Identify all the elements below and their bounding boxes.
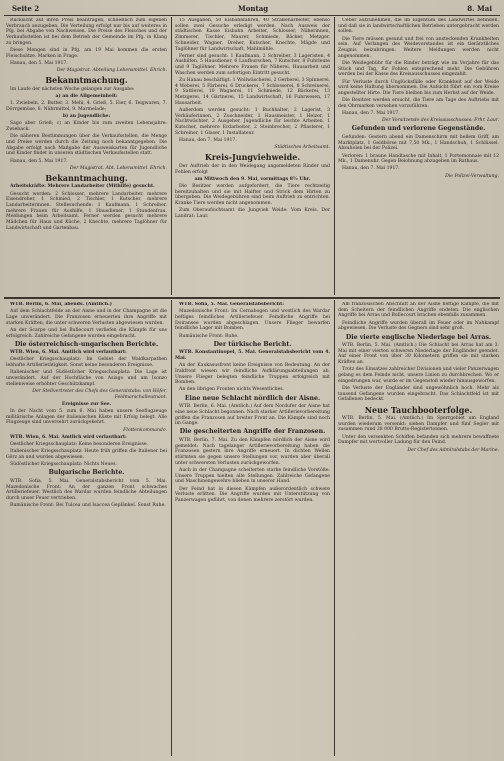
paragraph: Südöstlicher Kriegsschauplatz: Nichts Neues. — [10, 462, 117, 468]
paragraph: Rumänische Front: Ruhe. — [179, 333, 239, 339]
dateline: WTB. Konstantinopel, 5. Mai. Generalstabsbericht vom 4. Mai. — [175, 350, 330, 361]
paragraph: Gesucht werden: 2 Schlosser, mehrere Landarbeiter, mehrere Eisendreher, 1 Schmied, 2 Tischler, 1 Kutscher, mehrere Landarbeiterinnen. Stellesuchende: 1 Kaufmann, 1 Schreiber, mehrere Frauen für Aushilfe, 1 Hausdiener, 1 Stundenfrau. Meldungen beim Arbeitsamt. Ferner werden gesucht mehrere Mädchen für Haus und Küche, 2 Knechte, mehrere Taglöhner für Landwirtschaft und Gartenbau. — [6, 191, 167, 231]
dateline: WTB. Sofia, 5. Mai. Generalstabsbericht: — [179, 302, 284, 307]
paragraph: An der Kaukasusfront keine Ereignisse von Bedeutung. An der Irakfront wiesen wir feindliche Aufklärungsabteilungen ab. Unsere Flieger belegten feindliche Truppen erfolgreich mit Bomben. — [175, 363, 330, 386]
paragraph: Die Tiere müssen gesund und frei von ansteckenden Krankheiten sein. Auf Verlangen des Weidevorstandes ist ein tierärztliches Zeugnis beizubringen. Weitere Meldungen werden nicht angenommen. — [338, 36, 499, 59]
section-heading: Neue Tauchbooterfolge. — [364, 404, 473, 415]
column-rule — [171, 17, 172, 295]
paragraph: Die Verluste der Engländer sind ungewöhnlich hoch. Mehr als tausend Gefangene wurden eingebracht. Das Schlachtfeld ist mit Gefallenen bedeckt. — [338, 385, 499, 403]
section-heading: Bekanntmachung. — [45, 172, 128, 183]
notice-date: Hanau, den 5. Mai 1917. — [10, 158, 68, 164]
page-header — [6, 3, 498, 15]
section-heading: Die gescheiterten Angriffe der Franzosen. — [179, 428, 326, 436]
dateline: WTB. Wien, 6. Mai. Amtlich wird verlautbart: — [10, 350, 127, 356]
paragraph: Rumänische Front: Bei Tulcea und Isaccea Geplänkel. Sonst Ruhe. — [10, 503, 166, 509]
column-rule — [334, 17, 335, 295]
page-number: Seite 2 — [12, 4, 40, 13]
column-rule — [334, 300, 335, 756]
paragraph: Feindliche Angriffe wurden überall im Feuer oder im Nahkampf abgewiesen. Die Verluste des Gegners sind sehr groß. — [338, 320, 499, 332]
paragraph: WTB. Berlin, 7. Mai. Zu den Kämpfen nördlich der Aisne wird gemeldet: Nach tagelanger Artillerievorbereitung haben die Franzosen gestern ihre Angriffe erneuert. In dichten Wellen stürmten sie gegen unsere Stellungen vor, wurden aber überall unter schwersten Verlusten zurückgeworfen. — [175, 437, 330, 466]
dateline: WTB. Wien, 6. Mai. Amtlich wird verlautbart: — [10, 434, 127, 440]
paragraph: Der Feind hat in diesen Kämpfen außerordentlich schwere Verluste erlitten. Die Angriffe wurden mit Unterstützung von Panzerwagen geführt, von denen mehrere zerstört wurden. — [175, 486, 330, 503]
subheading: Ereignisse zur See. — [61, 401, 112, 407]
paragraph: Arbeitskräfte: Mehrere Landarbeiter (Mithilfe) gesucht. — [10, 184, 155, 190]
paragraph: Die Weidegebühr für die Rinder beträgt wie im Vorjahre für das Stück und Tag, für Fohlen entsprechend mehr. Die Gebühren werden bei der Kasse des Kreisausschusses eingezahlt. — [338, 60, 499, 78]
paragraph: An den übrigen Fronten nichts Wesentliches. — [179, 387, 285, 393]
section-heading: Bekanntmachung. — [45, 75, 128, 86]
notice-paragraph: Diese Mengen sind in Pfg. am 19 Mai kommen die ersten Fleischsätze. Marken in Frage. — [6, 48, 167, 59]
column-1-top — [6, 18, 167, 296]
column-1-bottom — [6, 302, 167, 756]
subheading: b) an Jugendliche: — [62, 114, 111, 120]
paragraph: Sago aber Grieß; c) an Kinder bis zum zweiten Lebensjahre: Zwieback. — [6, 121, 167, 133]
notice-signature: Der Vorsitzende des Kreisausschusses: Frhr. Laur. — [381, 118, 499, 124]
paragraph: Die Besitzer werden ersucht, die Tiere am Tage des Auftriebs mit den Ohrmarken versehen vorzuführen. — [338, 98, 499, 109]
notice-paragraph: Rücksicht auf ihren Preis beantragen, schließlich zum eigenen Verbrauch anzugeben. Die Verteilung erfolgt nur bis auf weiteres in Pfg. bei Abgabe von Nachweisen. Die Preise des Fleisches und der Verkaufsstellen ist bei dem Betrieb der Gemeinde im Pfg. in Klang zu bringen. — [6, 18, 167, 46]
paragraph: Der Auftrieb der in den Weidegang angemeldeten Rinder und Fohlen erfolgt — [175, 163, 330, 175]
paragraph: 15 Ausgaben, 50 Eisbahnfähren, 40 Straßenarbeiter, ebenso sollen zwei Gesuche erledigt werden. Nach Ausweis der städtischen Kasse Eisbahn Arbeiter, Schlosser, Näherinnen, Zimmerer, Tischler, Maurer, Schmiede, Bäcker, Metzger, Schneider, Wagner, Dreher, Kutscher, Knechte, Mägde und Taglöhner für Landwirtschaft, Mahlmühle. — [175, 18, 330, 52]
date-highlight: am Mittwoch den 9. Mai, vormittags 8½ Uhr. — [194, 176, 311, 182]
paragraph: An der Scarpe und bei Bullecourt verliefen die Kämpfe für uns erfolgreich. Zahlreiche Gefangene wurden eingebracht. — [6, 327, 167, 339]
paragraph: Auf dem Schlachtfelde an der Aisne und in der Champagne ist die Lage unverändert. Die Franzosen erneuerten ihre Angriffe mit starken Kräften, die unter schweren Verlusten abgewiesen wurden. — [6, 309, 167, 326]
paragraph: Oestlicher Kriegsschauplatz: Keine besonderen Ereignisse. — [10, 442, 149, 448]
paragraph: Verloren: 1 braune Handtasche mit Inhalt, 1 Portemonnaie mit 12 Mk., 1 Damenuhr. Gegen Belohnung abzugeben im Rathaus. — [338, 153, 499, 165]
notice-date: Hanau, den 7. Mai 1917. — [342, 111, 400, 117]
paragraph: Am französischen Abschnitt an der Aisne heftige Kämpfe, die mit dem Scheitern der feindlichen Angriffe endeten. Die englischen Angriffe bei Arras und Bullecourt brachen ebenfalls zusammen. — [338, 302, 499, 319]
notice-signature: Der Magistrat. Abteilung Lebensmittel. Ehrich. — [56, 68, 167, 74]
notice-date: Hanau, den 5. Mai 1917. — [10, 60, 68, 66]
section-heading: Eine neue Schlacht nördlich der Aisne. — [184, 394, 321, 402]
signature: Flottenkommando. — [123, 427, 167, 433]
paragraph: Auch in der Champagne scheiterten starke feindliche Vorstöße. Unsere Truppen hielten alle Stellungen. Zahlreiche Gefangene und Maschinengewehre blieben in unserer Hand. — [175, 467, 330, 485]
weekday: Montag — [238, 4, 269, 13]
paragraph: Im Laufe der nächsten Woche gelangen zur Ausgabe: — [10, 86, 135, 92]
item-list: 1. Zwiebeln, 2. Butter, 3. Mehl, 4. Grieß, 5. Eier, 6. Teigwaren, 7. Dörrgemüse, 8. Nährmittel, 9. Marmelade; — [6, 101, 167, 112]
notice-date: Hanau, den 7. Mai 1917. — [179, 138, 237, 144]
section-heading: Kreis-Jungviehweide. — [204, 152, 301, 163]
section-rule — [4, 297, 500, 299]
paragraph: Gefunden: Gestern abend ein Damenschirm mit hellem Griff, am Marktplatz, 1 Geldbörse mit 7,50 Mk., 1 Handschuh, 1 Schlüssel. Abzuholen bei der Polizei. — [338, 134, 499, 152]
paragraph: In der Nacht vom 5. zum 6. Mai haben unsere Seeflugzeuge militärische Anlagen der italienischen Küste mit Erfolg belegt. Alle Flugzeuge sind unversehrt zurückgekehrt. — [6, 409, 167, 426]
signature: Der Chef des Admiralstabs der Marine. — [407, 447, 499, 453]
column-3-bottom — [338, 302, 499, 756]
paragraph: Zum Oberaufsichtsamt die Jungvieh Weide: Vom Kreis. Der Landrat: Laur. — [175, 208, 330, 220]
column-2-top — [175, 18, 330, 296]
page-date: 8. Mai — [467, 4, 492, 13]
paragraph: Außerdem werden gesucht: 1 Buchhalter, 2 Lagerist, 3 Verkäuferinnen, 2 Zuschneider, 1 Hausmeister, 1 Heizer, 1 Nachtwächter, 2 Ausgeher, Jugendliche für leichte Arbeiten, 1 Kutscher, mehrere Erdarbeiter, 2 Steinbrecher, 2 Pflasterer, 1 Schreiner, 1 Glaser, 1 Installateur. — [175, 108, 330, 136]
section-heading: Die vierte englische Niederlage bei Arras. — [345, 333, 492, 341]
paragraph: WTB. Berlin, 5. Mai. (Amtlich.) Die Schlacht bei Arras hat am 3. Mai mit einer vierten schweren Niederlage der Engländer geendet. Auf einer Front von über 30 Kilometern griffen sie mit starken Kräften an. — [338, 343, 499, 366]
section-heading: Bulgarische Berichte. — [48, 469, 125, 477]
paragraph: WTB. Berlin, 6. Mai. (Amtlich.) Auf dem Nordufer der Aisne hat eine neue Schlacht begonnen. Nach starker Artillerievorbereitung griffen die Franzosen auf breiter Front an. Die Kämpfe sind noch im Gange. — [175, 404, 330, 427]
section-heading: Die österreichisch-ungarischen Berichte. — [14, 340, 159, 348]
column-rule — [171, 300, 172, 756]
notice-signature: Städtisches Arbeitsamt. — [274, 145, 330, 151]
paragraph: Trotz des Einsatzes zahlreicher Divisionen und vieler Panzerwagen gelang es dem Feinde nicht, unsere Linien zu durchbrechen. Wo er eingedrungen war, wurde er im Gegenstoß wieder hinausgeworfen. — [338, 367, 499, 384]
paragraph: Oestlicher Kriegsschauplatz: Im Gebiet der Waldkarpathen lebhafte Artillerietätigkeit. Sonst keine besonderen Ereignisse. — [6, 357, 167, 369]
paragraph: Mazedonische Front: Im Cernabogen und westlich des Wardar heftiges feindliches Artilleriefeuer. Feindliche Angriffe bei Doiransee wurden abgeschlagen. Unsere Flieger bewarfen feindliche Lager mit Bomben. — [175, 309, 330, 332]
paragraph: Ferner sind gesucht: 1 Kaufmann, 2 Schreiber, 3 Lageristen, 4 Aushilfen, 5 Hausdiener, 6 Laufburschen, 7 Kutscher, 8 Fuhrleute und 9 Taglöhner. Mehrere Frauen für Näherei, Hausarbeit und Waschen werden zum sofortigen Eintritt gesucht. — [175, 53, 330, 76]
paragraph: Ueber aufzunehmen, die im Eigentum des Landwirtes befinden, und daß sie in landwirtschaftlichen Betrieben untergebracht werden sollen. — [338, 18, 499, 35]
signature: Der Stellvertreter des Chefs des Generalstabs: von Höfer, Feldmarschalleutnant. — [32, 388, 167, 400]
paragraph: Zu Hanau beschäftigt: 1 Wollwäscherei, 2 Gerberei, 3 Spinnerei, 4 Weberei, 5 Färberei, 6 Druckerei, 7 Schlosserei, 8 Schreinerei, 9 Sattlerei, 10 Wagnerei, 11 Schmiede, 12 Bäckerei, 13 Metzgerei, 14 Gärtnerei, 15 Landwirtschaft, 16 Fuhrwesen, 17 Hausarbeit. — [175, 78, 330, 106]
paragraph: WTB. Sofia, 5. Mai. Generalstabsbericht vom 5. Mai. Mazedonische Front: An der ganzen Front schwaches Artilleriefeuer. Westlich des Wardar wurden feindliche Abteilungen durch unser Feuer vertrieben. — [6, 478, 167, 501]
notice-signature: Die Polizei-Verwaltung. — [445, 173, 499, 179]
paragraph: WTB. Berlin, 5. Mai. (Amtlich.) Im Sperrgebiet um England wurden wiederum versenkt: sieben Dampfer und fünf Segler mit zusammen rund 28 000 Brutto-Registertonnen. — [338, 416, 499, 433]
paragraph: Die Besitzer werden aufgefordert, die Tiere rechtzeitig bereitzuhalten und sie mit Halfter und Strick dem Hirten zu übergeben. Die Weidegebühren sind beim Auftrieb zu entrichten. Kranke Tiere werden nicht angenommen. — [175, 184, 330, 207]
column-3-top — [338, 18, 499, 296]
paragraph: Die näheren Bestimmungen über die Verkaufsstellen, die Menge und Preise werden durch die Zeitung noch bekanntgegeben. Die Abgabe erfolgt nach Maßgabe der Ausweiskarten für Jugendliche und Kinder findet in unseren städtischen Verkaufsstellen statt. — [6, 134, 167, 157]
notice-date: Hanau, den 7. Mai 1917. — [342, 166, 400, 172]
dateline: WTB. Berlin, 6. Mai, abends. (Amtlich.) — [10, 302, 112, 307]
paragraph: Italienischer Kriegsschauplatz: Heute früh griffen die Italiener bei Görz an und wurden abgewiesen. — [6, 449, 167, 460]
notice-signature: Der Magistrat. Abt. Lebensmittel. Ehrich. — [69, 165, 167, 171]
header-rule — [4, 15, 500, 16]
column-2-bottom — [175, 302, 330, 756]
paragraph: Italienischer und Südöstlicher Kriegsschauplatz: Die Lage ist unverändert. Auf der Hochfläche von Asiago und am Isonzo stellenweise erhöhter Geschützkampf. — [6, 370, 167, 387]
paragraph: Unter den versenkten Schiffen befanden sich mehrere bewaffnete Dampfer mit wertvoller Ladung für den Feind. — [338, 434, 499, 446]
section-heading: Gefunden und verlorene Gegenstände. — [351, 125, 486, 133]
section-heading: Der türkische Bericht. — [213, 340, 292, 348]
subheading: a) an die Allgemeinheit: — [55, 94, 118, 100]
paragraph: Für Verluste durch Unglücksfälle oder Krankheit auf der Weide wird keine Haftung übernommen. Die Aufsicht führt ein vom Kreise angestellter Hirte. Die Tiere bleiben bis zum Herbst auf der Weide. — [338, 79, 499, 96]
